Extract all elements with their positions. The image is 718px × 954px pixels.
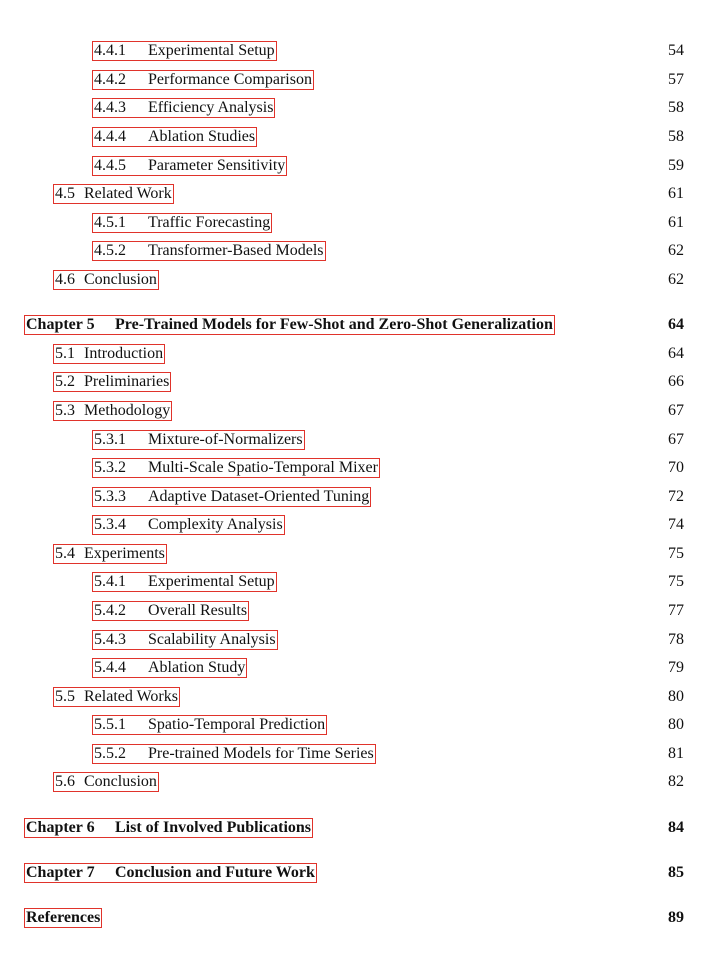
toc-entry-title: Complexity Analysis [148,516,283,533]
toc-entry-link[interactable] [92,715,327,735]
toc-page-number: 75 [668,573,684,590]
toc-row [0,270,718,292]
toc-entry-number: 5.2 [55,373,75,390]
toc-entry-title: Preliminaries [84,373,170,390]
toc-page-number: 80 [668,716,684,733]
toc-entry-title: Related Work [84,185,172,202]
toc-entry-link[interactable] [92,241,326,261]
toc-row [0,515,718,537]
toc-entry-title: Multi-Scale Spatio-Temporal Mixer [148,459,378,476]
toc-row [0,715,718,737]
toc-row [0,41,718,63]
toc-entry-link[interactable] [53,344,165,364]
toc-entry-link[interactable] [53,687,180,707]
toc-entry-number: 5.5 [55,688,75,705]
toc-entry-link[interactable] [53,544,167,564]
toc-entry-title: Overall Results [148,602,248,619]
toc-page-number: 82 [668,773,684,790]
toc-page-number: 77 [668,602,684,619]
toc-entry-link[interactable] [24,315,555,335]
toc-entry-number: 5.1 [55,345,75,362]
toc-row [0,241,718,263]
toc-row [0,184,718,206]
toc-page-number: 84 [668,819,684,836]
toc-row [0,863,718,885]
toc-entry-title: Adaptive Dataset-Oriented Tuning [148,488,370,505]
toc-page-number: 58 [668,99,684,116]
toc-row [0,487,718,509]
toc-row [0,156,718,178]
toc-entry-link[interactable] [53,401,172,421]
toc-page-number: 54 [668,42,684,59]
toc-entry-title: Conclusion [84,773,157,790]
toc-entry-title: Experimental Setup [148,573,275,590]
toc-row [0,630,718,652]
toc-page-number: 66 [668,373,684,390]
toc-entry-title: Performance Comparison [148,71,312,88]
toc-entry-number: 5.3.3 [94,488,126,505]
toc-entry-title: Spatio-Temporal Prediction [148,716,326,733]
toc-entry-number: 4.5.1 [94,214,126,231]
toc-entry-number: Chapter 5 [26,316,95,333]
toc-entry-title: Scalability Analysis [148,631,276,648]
toc-entry-link[interactable] [92,458,380,478]
toc-entry-title: Ablation Study [148,659,246,676]
toc-entry-link[interactable] [92,430,305,450]
toc-entry-number: 5.5.2 [94,745,126,762]
toc-row [0,744,718,766]
toc-row [0,70,718,92]
toc-entry-number: 5.3.1 [94,431,126,448]
toc-entry-title: Parameter Sensitivity [148,157,286,174]
toc-entry-number: Chapter 7 [26,864,95,881]
toc-entry-link[interactable] [92,658,247,678]
toc-entry-number: 5.4 [55,545,75,562]
toc-entry-title: Experiments [84,545,165,562]
toc-page-number: 89 [668,909,684,926]
toc-page-number: 57 [668,71,684,88]
toc-row [0,772,718,794]
toc-entry-title: Pre-Trained Models for Few-Shot and Zero-Shot Generalization [115,316,553,333]
toc-entry-number: 4.4.4 [94,128,126,145]
toc-entry-link[interactable] [92,213,272,233]
toc-row [0,601,718,623]
toc-row [0,544,718,566]
toc-entry-number: 4.5 [55,185,75,202]
toc-entry-title: List of Involved Publications [115,819,312,836]
toc-entry-number: 4.4.3 [94,99,126,116]
toc-entry-number: 4.4.1 [94,42,126,59]
toc-entry-title: Transformer-Based Models [148,242,324,259]
toc-page-number: 81 [668,745,684,762]
toc-page-number: 78 [668,631,684,648]
toc-page-number: 61 [668,214,684,231]
toc-page-number: 67 [668,431,684,448]
toc-entry-title: Pre-trained Models for Time Series [148,745,374,762]
toc-entry-number: 5.6 [55,773,75,790]
toc-entry-title: Efficiency Analysis [148,99,274,116]
toc-entry-number: 4.4.2 [94,71,126,88]
toc-page-number: 74 [668,516,684,533]
toc-entry-link[interactable] [53,772,159,792]
toc-entry-title: Mixture-of-Normalizers [148,431,303,448]
toc-entry-link[interactable] [92,601,249,621]
toc-entry-number: 5.4.1 [94,573,126,590]
toc-row [0,908,718,930]
toc-entry-link[interactable] [53,184,174,204]
toc-row [0,98,718,120]
toc-entry-number: 5.3.4 [94,516,126,533]
toc-page-number: 59 [668,157,684,174]
toc-entry-link[interactable] [92,70,314,90]
toc-entry-link[interactable] [92,98,275,118]
toc-row [0,818,718,840]
toc-entry-title: References [26,909,101,926]
toc-entry-number: 5.4.3 [94,631,126,648]
toc-entry-link[interactable] [92,515,285,535]
toc-entry-number: 4.6 [55,271,75,288]
toc-entry-link[interactable] [92,630,278,650]
toc-entry-number: 5.3 [55,402,75,419]
toc-entry-title: Ablation Studies [148,128,256,145]
toc-row [0,687,718,709]
toc-page-number: 58 [668,128,684,145]
toc-entry-title: Related Works [84,688,178,705]
toc-page-number: 85 [668,864,684,881]
toc-entry-link[interactable] [92,41,277,61]
toc-page-number: 62 [668,271,684,288]
toc-entry-number: Chapter 6 [26,819,95,836]
toc-row [0,213,718,235]
toc-page-number: 64 [668,345,684,362]
toc-entry-number: 4.4.5 [94,157,126,174]
toc-entry-number: 5.4.2 [94,602,126,619]
toc-entry-link[interactable] [53,270,159,290]
toc-entry-link[interactable] [92,744,376,764]
toc-entry-title: Traffic Forecasting [148,214,271,231]
toc-page-number: 80 [668,688,684,705]
toc-row [0,127,718,149]
toc-row [0,372,718,394]
toc-page-number: 70 [668,459,684,476]
toc-row [0,430,718,452]
toc-entry-title: Methodology [84,402,171,419]
toc-entry-title: Conclusion and Future Work [115,864,315,881]
toc-entry-link[interactable] [92,487,371,507]
toc-row [0,315,718,337]
toc-row [0,344,718,366]
toc-entry-link[interactable] [24,818,313,838]
toc-entry-number: 5.3.2 [94,459,126,476]
toc-entry-link[interactable] [24,863,317,883]
toc-entry-link[interactable] [92,572,277,592]
toc-entry-number: 4.5.2 [94,242,126,259]
toc-row [0,458,718,480]
toc-page-number: 64 [668,316,684,333]
toc-page-number: 67 [668,402,684,419]
toc-page-number: 79 [668,659,684,676]
toc-entry-title: Conclusion [84,271,157,288]
toc-entry-link[interactable] [92,127,257,147]
toc-page-number: 62 [668,242,684,259]
toc-page-number: 61 [668,185,684,202]
toc-entry-number: 5.4.4 [94,659,126,676]
toc-entry-title: Introduction [84,345,164,362]
toc-page-number: 75 [668,545,684,562]
toc-entry-number: 5.5.1 [94,716,126,733]
toc-entry-link[interactable] [92,156,287,176]
toc-entry-link[interactable] [24,908,102,928]
toc-row [0,401,718,423]
toc-row [0,658,718,680]
toc-entry-title: Experimental Setup [148,42,275,59]
toc-entry-link[interactable] [53,372,171,392]
toc-row [0,572,718,594]
toc-page-number: 72 [668,488,684,505]
